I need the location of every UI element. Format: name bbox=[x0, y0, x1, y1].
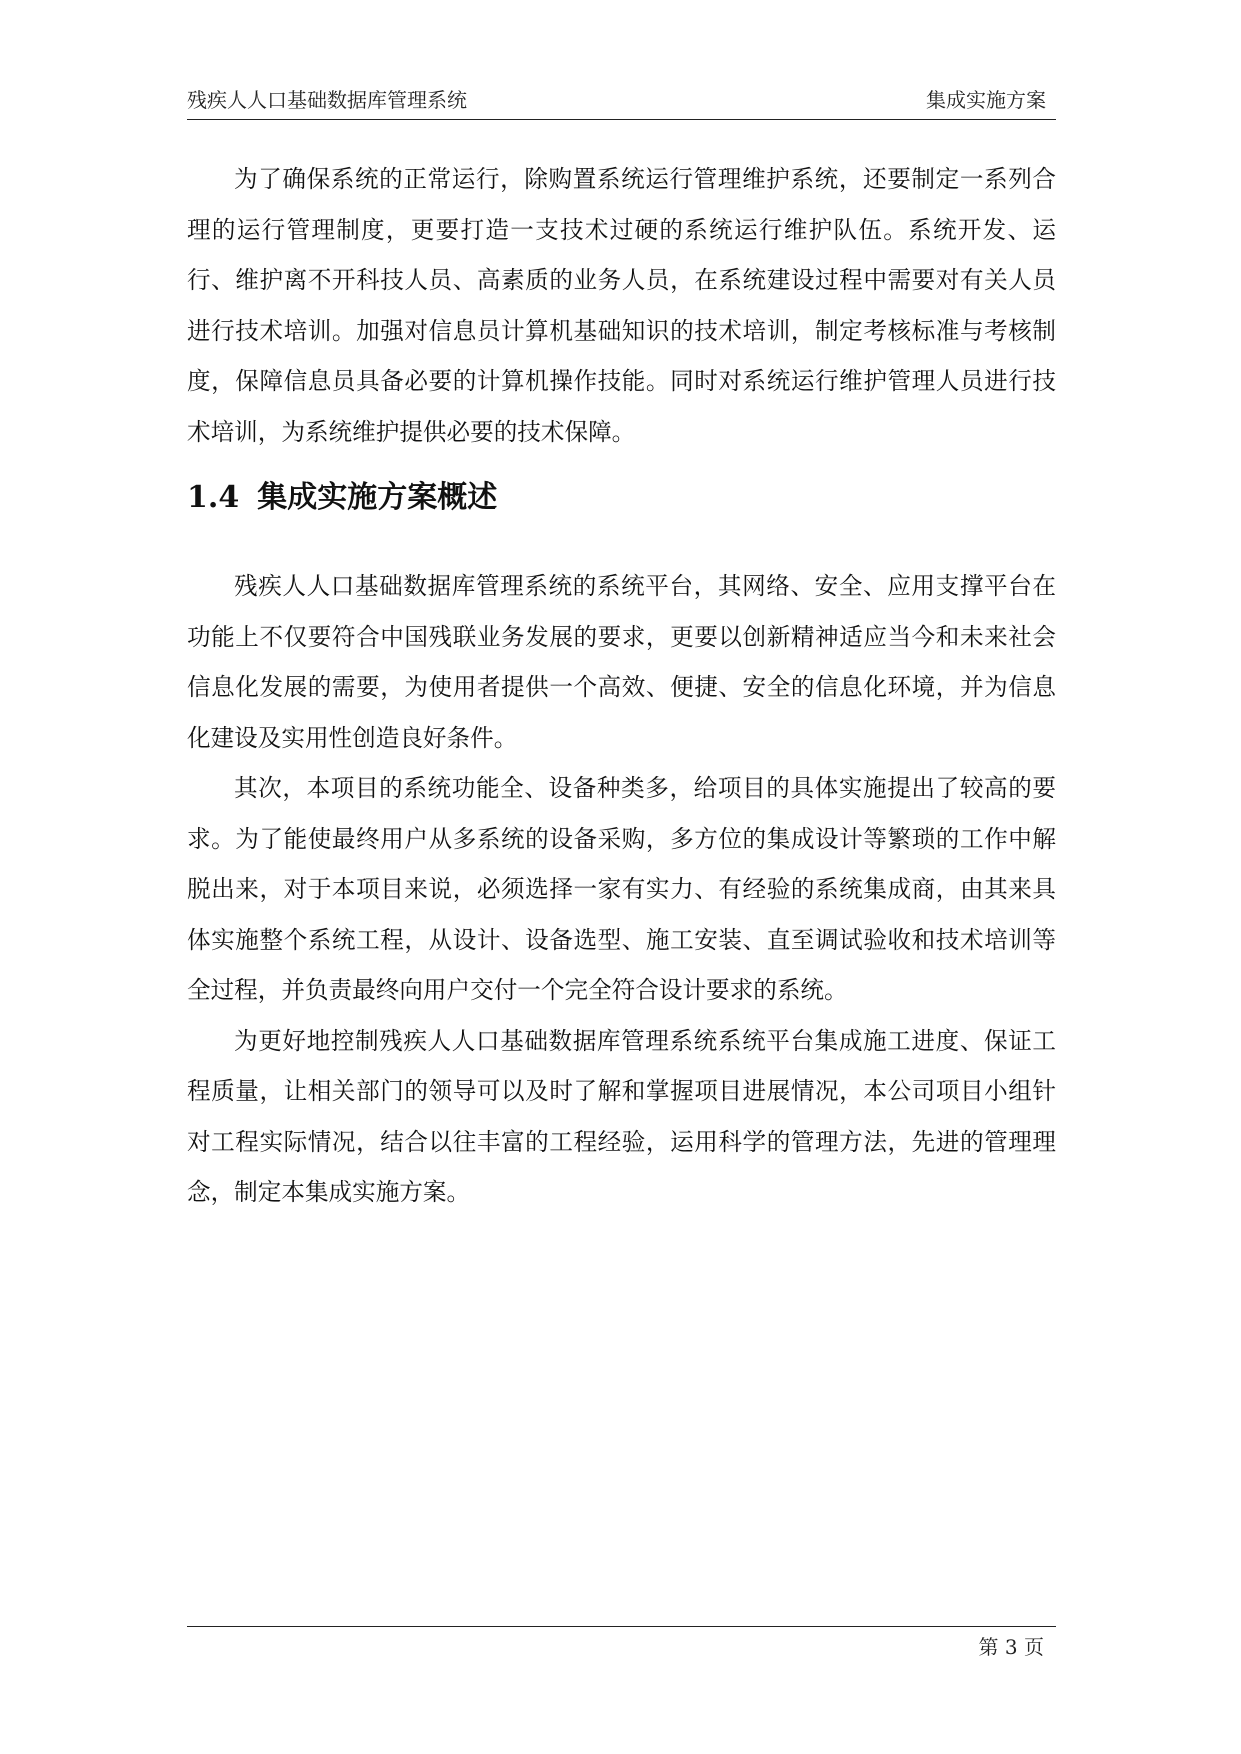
body-paragraph-1: 残疾人人口基础数据库管理系统的系统平台，其网络、安全、应用支撑平台在功能上不仅要符合中国残联业务发展的要求，更要以创新精神适应当今和未来社会信息化发展的需要，为使用者提供一个高效、便捷、安全的信息化环境，并为信息化建设及实用性创造良好条件。 bbox=[187, 572, 1056, 752]
body-paragraph-3: 为更好地控制残疾人人口基础数据库管理系统系统平台集成施工进度、保证工程质量，让相关部门的领导可以及时了解和掌握项目进展情况，本公司项目小组针对工程实际情况，结合以往丰富的工程经验，运用科学的管理方法，先进的管理理念，制定本集成实施方案。 bbox=[187, 1026, 1056, 1206]
body-paragraph-2: 其次，本项目的系统功能全、设备种类多，给项目的具体实施提出了较高的要求。为了能使最终用户从多系统的设备采购，多方位的集成设计等繁琐的工作中解脱出来，对于本项目来说，必须选择一家有实力、有经验的系统集成商，由其来具体实施整个系统工程，从设计、设备选型、施工安装、直至调试验收和技术培训等全过程，并负责最终向用户交付一个完全符合设计要求的系统。 bbox=[187, 774, 1056, 1004]
document-title: 残疾人人口基础数据库管理系统 bbox=[187, 88, 467, 112]
chapter-title: 集成实施方案 bbox=[926, 88, 1046, 112]
intro-paragraph: 为了确保系统的正常运行，除购置系统运行管理维护系统，还要制定一系列合理的运行管理制度，更要打造一支技术过硬的系统运行维护队伍。系统开发、运行、维护离不开科技人员、高素质的业务人员，在系统建设过程中需要对有关人员进行技术培训。加强对信息员计算机基础知识的技术培训，制定考核标准与考核制度，保障信息员具备必要的计算机操作技能。同时对系统运行维护管理人员进行技术培训，为系统维护提供必要的技术保障。 bbox=[187, 165, 1056, 446]
section-number: 1.4 bbox=[187, 480, 240, 515]
page-header bbox=[187, 86, 1056, 120]
section-heading bbox=[187, 478, 497, 518]
page-number: 第 3 页 bbox=[978, 1635, 1044, 1659]
intro-section bbox=[187, 154, 1056, 457]
page-footer bbox=[187, 1626, 1056, 1667]
section-body bbox=[187, 561, 1056, 1218]
section-title: 集成实施方案概述 bbox=[257, 480, 498, 515]
